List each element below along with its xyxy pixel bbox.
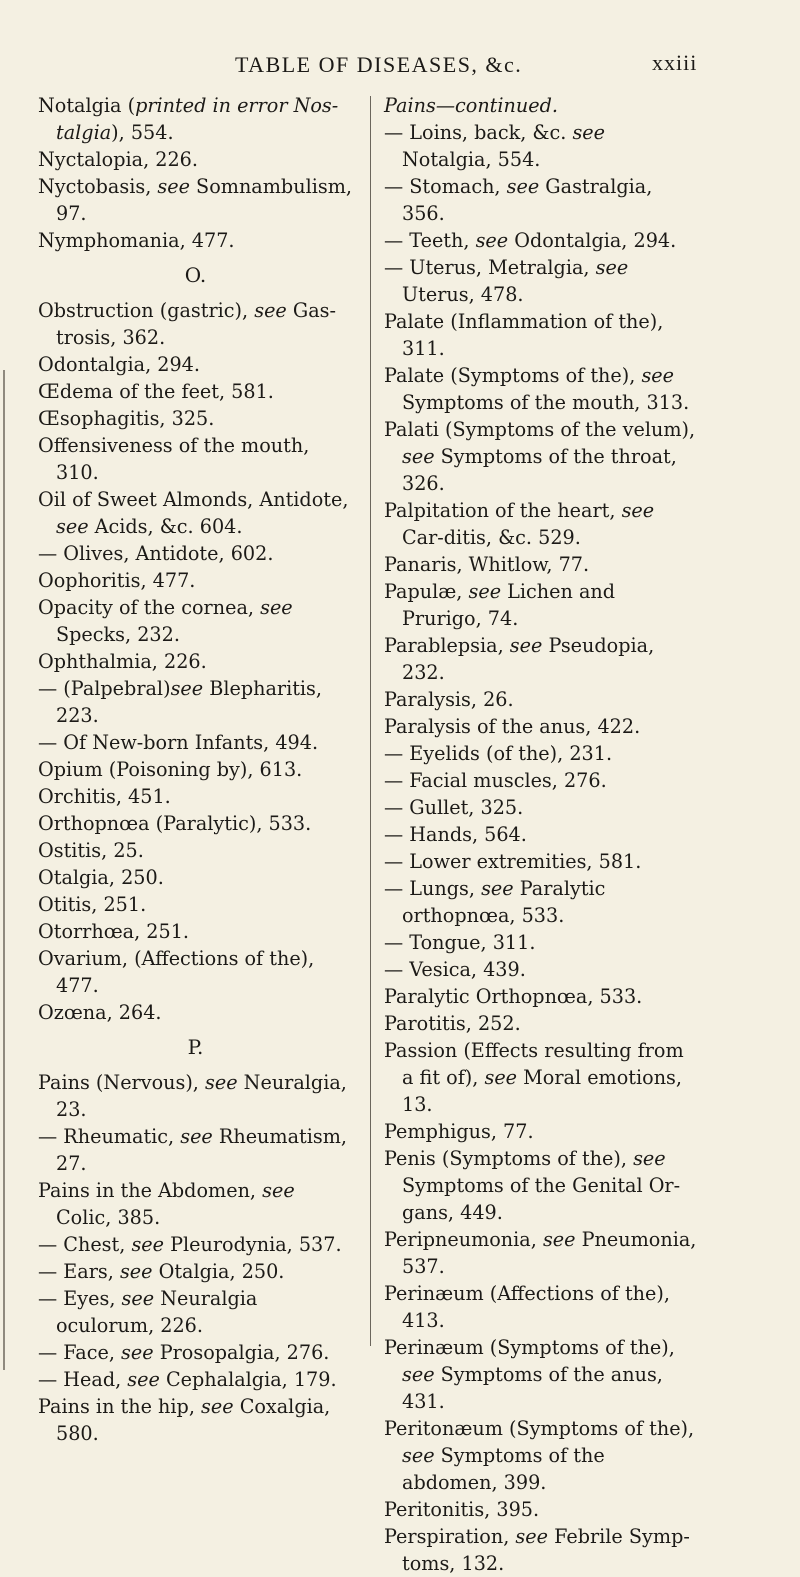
left-column xyxy=(38,92,353,1447)
entry-text: Palpitation of the heart, xyxy=(384,499,622,522)
index-entry xyxy=(384,362,700,416)
entry-text: Febrile Symp-toms, 132. xyxy=(402,1525,690,1575)
entry-text: Paralytic orthopnœa, 533. xyxy=(402,877,606,927)
entry-text: — Chest, xyxy=(38,1233,132,1256)
entry-text: — Lungs, xyxy=(384,877,482,900)
index-entry: Pemphigus, 77. xyxy=(384,1120,534,1143)
index-entry xyxy=(38,675,353,729)
index-entry: Paralysis of the anus, 422. xyxy=(384,715,641,738)
entry-text: Car-ditis, &c. 529. xyxy=(402,526,581,549)
entry-italic: see xyxy=(402,1363,435,1386)
entry-italic: see xyxy=(170,677,204,700)
index-entry xyxy=(384,173,700,227)
index-entry xyxy=(38,1258,353,1285)
index-entry: Ozœna, 264. xyxy=(38,1001,162,1024)
entry-italic: printed in error Nos-talgia xyxy=(56,94,339,144)
entry-text: — Stomach, xyxy=(384,175,507,198)
index-entry xyxy=(38,1339,353,1366)
entry-text: Obstruction (gastric), xyxy=(38,299,255,322)
section-letter-o: O. xyxy=(184,263,207,287)
entry-text: Papulæ, xyxy=(384,580,469,603)
index-entry xyxy=(38,1393,353,1447)
index-entry xyxy=(384,227,700,254)
entry-text: — (Palpebral) xyxy=(38,677,171,700)
index-entry: Œsophagitis, 325. xyxy=(38,407,215,430)
index-entry xyxy=(38,1366,353,1393)
index-entry: Odontalgia, 294. xyxy=(38,353,200,376)
index-entry xyxy=(384,1334,700,1415)
entry-text: ), 554. xyxy=(111,121,174,144)
index-entry: — Eyelids (of the), 231. xyxy=(384,742,613,765)
entry-text: Neuralgia oculorum, 226. xyxy=(56,1287,258,1337)
entry-text: Symptoms of the abdomen, 399. xyxy=(402,1444,605,1494)
index-entry: Oophoritis, 477. xyxy=(38,569,196,592)
page-number: xxiii xyxy=(652,50,698,75)
entry-italic: see xyxy=(131,1233,164,1256)
index-entry: Opium (Poisoning by), 613. xyxy=(38,758,303,781)
index-entry: Œdema of the feet, 581. xyxy=(38,380,274,403)
entry-text: Perinæum (Symptoms of the), xyxy=(384,1336,675,1359)
entry-italic: see xyxy=(121,1287,155,1310)
index-entry xyxy=(384,119,700,173)
page-edge-line xyxy=(3,370,5,1370)
entry-text: Palate (Symptoms of the), xyxy=(384,364,642,387)
entry-text: Gas-trosis, 362. xyxy=(56,299,336,349)
index-entry: Offensiveness of the mouth, 310. xyxy=(38,434,310,484)
index-entry: Ostitis, 25. xyxy=(38,839,144,862)
index-entry: Otitis, 251. xyxy=(38,893,147,916)
index-entry xyxy=(384,497,700,551)
entry-italic: see xyxy=(127,1368,160,1391)
index-entry: — Facial muscles, 276. xyxy=(384,769,607,792)
entry-italic: see xyxy=(254,299,287,322)
entry-italic: see xyxy=(262,1179,295,1202)
index-entry: Otalgia, 250. xyxy=(38,866,164,889)
entry-text: Somnambulism, 97. xyxy=(56,175,352,225)
entry-italic: see xyxy=(56,515,89,538)
entry-text: — Uterus, Metralgia, xyxy=(384,256,596,279)
entry-text: Passion (Effects resulting from a fit of), xyxy=(384,1039,684,1089)
entry-text: Peritonæum (Symptoms of the), xyxy=(384,1417,695,1440)
entry-italic: see xyxy=(121,1341,154,1364)
entry-italic: see xyxy=(595,256,629,279)
entry-text: Moral emotions, 13. xyxy=(402,1066,682,1116)
entry-italic: see xyxy=(621,499,655,522)
index-entry xyxy=(384,416,700,497)
index-entry: — Gullet, 325. xyxy=(384,796,524,819)
entry-text: Nyctobasis, xyxy=(38,175,158,198)
index-entry: — Of New-born Infants, 494. xyxy=(38,731,319,754)
entry-text: Coxalgia, 580. xyxy=(56,1395,331,1445)
entry-italic: see xyxy=(515,1525,548,1548)
index-entry xyxy=(38,1177,353,1231)
index-entry xyxy=(38,297,353,351)
index-entry: — Hands, 564. xyxy=(384,823,527,846)
entry-text: Penis (Symptoms of the), xyxy=(384,1147,634,1170)
index-entry xyxy=(384,875,700,929)
entry-italic: see xyxy=(157,175,190,198)
entry-italic: see xyxy=(180,1125,213,1148)
index-entry xyxy=(38,1123,353,1177)
header-title: TABLE OF DISEASES, &c. xyxy=(235,52,523,77)
entry-text: Symptoms of the throat, 326. xyxy=(402,445,677,495)
entry-text: — Head, xyxy=(38,1368,128,1391)
entry-text: Pseudopia, 232. xyxy=(402,634,655,684)
entry-text: Notalgia ( xyxy=(38,94,136,117)
entry-italic: see xyxy=(201,1395,234,1418)
index-entry: Palate (Inflammation of the), 311. xyxy=(384,310,664,360)
index-entry xyxy=(384,1523,700,1577)
entry-text: Gastralgia, 356. xyxy=(402,175,653,225)
running-header xyxy=(30,48,750,84)
entry-italic: see xyxy=(205,1071,238,1094)
entry-text: Pneumonia, 537. xyxy=(402,1228,697,1278)
entry-text: Odontalgia, 294. xyxy=(508,229,677,252)
entry-text: Specks, 232. xyxy=(56,623,180,646)
index-entry: — Vesica, 439. xyxy=(384,958,526,981)
index-entry xyxy=(384,1145,700,1226)
entry-italic: see xyxy=(484,1066,518,1089)
entry-text: — Ears, xyxy=(38,1260,120,1283)
index-entry xyxy=(38,173,353,227)
entry-text: Uterus, 478. xyxy=(402,283,524,306)
entry-text: — Teeth, xyxy=(384,229,476,252)
entry-text: Blepharitis, 223. xyxy=(56,677,322,727)
entry-italic: see xyxy=(542,1228,576,1251)
entry-text: Neuralgia, 23. xyxy=(56,1071,347,1121)
index-entry xyxy=(384,632,700,686)
entry-text: Rheumatism, 27. xyxy=(56,1125,348,1175)
entry-italic: see xyxy=(481,877,514,900)
index-entry: — Olives, Antidote, 602. xyxy=(38,542,274,565)
index-entry: Panaris, Whitlow, 77. xyxy=(384,553,590,576)
right-column xyxy=(384,92,700,1577)
entry-text: Lichen and Prurigo, 74. xyxy=(402,580,616,630)
index-entry: — Tongue, 311. xyxy=(384,931,536,954)
entry-text: Pleurodynia, 537. xyxy=(164,1233,342,1256)
entry-text: Acids, &c. 604. xyxy=(88,515,243,538)
index-entry xyxy=(384,254,700,308)
entry-text: — Loins, back, &c. xyxy=(384,121,573,144)
entry-italic: see xyxy=(641,364,675,387)
entry-text: — Eyes, xyxy=(38,1287,122,1310)
entry-italic: see xyxy=(119,1260,153,1283)
entry-text: Symptoms of the mouth, 313. xyxy=(402,391,690,414)
entry-italic: see xyxy=(402,1444,435,1467)
entry-italic: see xyxy=(475,229,509,252)
entry-text: Symptoms of the Genital Or-gans, 449. xyxy=(402,1174,681,1224)
index-group-p xyxy=(38,1069,353,1447)
index-entry xyxy=(384,1226,700,1280)
entry-text: Prosopalgia, 276. xyxy=(153,1341,330,1364)
index-entry xyxy=(38,1069,353,1123)
entry-text: Perspiration, xyxy=(384,1525,516,1548)
entry-italic: Pains—continued. xyxy=(384,94,558,117)
entry-italic: see xyxy=(572,121,605,144)
index-group-p-continued xyxy=(384,92,700,1577)
entry-text: — Rheumatic, xyxy=(38,1125,181,1148)
index-entry: Paralytic Orthopnœa, 533. xyxy=(384,985,643,1008)
index-entry xyxy=(38,486,353,540)
entry-italic: see xyxy=(260,596,293,619)
entry-text: Otalgia, 250. xyxy=(152,1260,285,1283)
entry-text: Palati (Symptoms of the velum), xyxy=(384,418,696,441)
entry-text: Notalgia, 554. xyxy=(402,148,541,171)
index-entry: Orthopnœa (Paralytic), 533. xyxy=(38,812,312,835)
entry-text: Parablepsia, xyxy=(384,634,510,657)
entry-text: Oil of Sweet Almonds, Antidote, xyxy=(38,488,349,511)
entry-text: Cephalalgia, 179. xyxy=(159,1368,337,1391)
index-entry: Nymphomania, 477. xyxy=(38,229,235,252)
index-entry xyxy=(384,1037,700,1118)
entry-italic: see xyxy=(402,445,435,468)
entry-italic: see xyxy=(506,175,540,198)
index-entry: Orchitis, 451. xyxy=(38,785,171,808)
entry-text: — Face, xyxy=(38,1341,122,1364)
entry-text: Peripneumonia, xyxy=(384,1228,543,1251)
entry-text: Pains in the Abdomen, xyxy=(38,1179,263,1202)
entry-text: Opacity of the cornea, xyxy=(38,596,261,619)
entry-text: Colic, 385. xyxy=(56,1206,161,1229)
index-entry: Parotitis, 252. xyxy=(384,1012,521,1035)
index-group-o xyxy=(38,297,353,1026)
index-entry: — Lower extremities, 581. xyxy=(384,850,642,873)
index-entry: Ovarium, (Affections of the), 477. xyxy=(38,947,315,997)
entry-italic: see xyxy=(468,580,502,603)
entry-text: Symptoms of the anus, 431. xyxy=(402,1363,663,1413)
index-entry xyxy=(38,1285,353,1339)
index-entry xyxy=(38,1231,353,1258)
index-entry: Paralysis, 26. xyxy=(384,688,514,711)
index-entry: Nyctalopia, 226. xyxy=(38,148,198,171)
column-divider xyxy=(370,96,371,1346)
index-entry: Peritonitis, 395. xyxy=(384,1498,540,1521)
index-entry xyxy=(384,578,700,632)
entry-italic: see xyxy=(633,1147,666,1170)
index-entry xyxy=(384,1415,700,1496)
index-entry xyxy=(38,594,353,648)
index-entry: Otorrhœa, 251. xyxy=(38,920,190,943)
index-entry xyxy=(38,92,353,146)
entry-text: Pains (Nervous), xyxy=(38,1071,206,1094)
index-entry: Ophthalmia, 226. xyxy=(38,650,207,673)
entry-italic: see xyxy=(509,634,543,657)
section-letter-p: P. xyxy=(187,1035,204,1059)
index-entry: Perinæum (Affections of the), 413. xyxy=(384,1282,670,1332)
index-entry xyxy=(384,92,700,119)
index-group-n xyxy=(38,92,353,254)
entry-text: Pains in the hip, xyxy=(38,1395,202,1418)
